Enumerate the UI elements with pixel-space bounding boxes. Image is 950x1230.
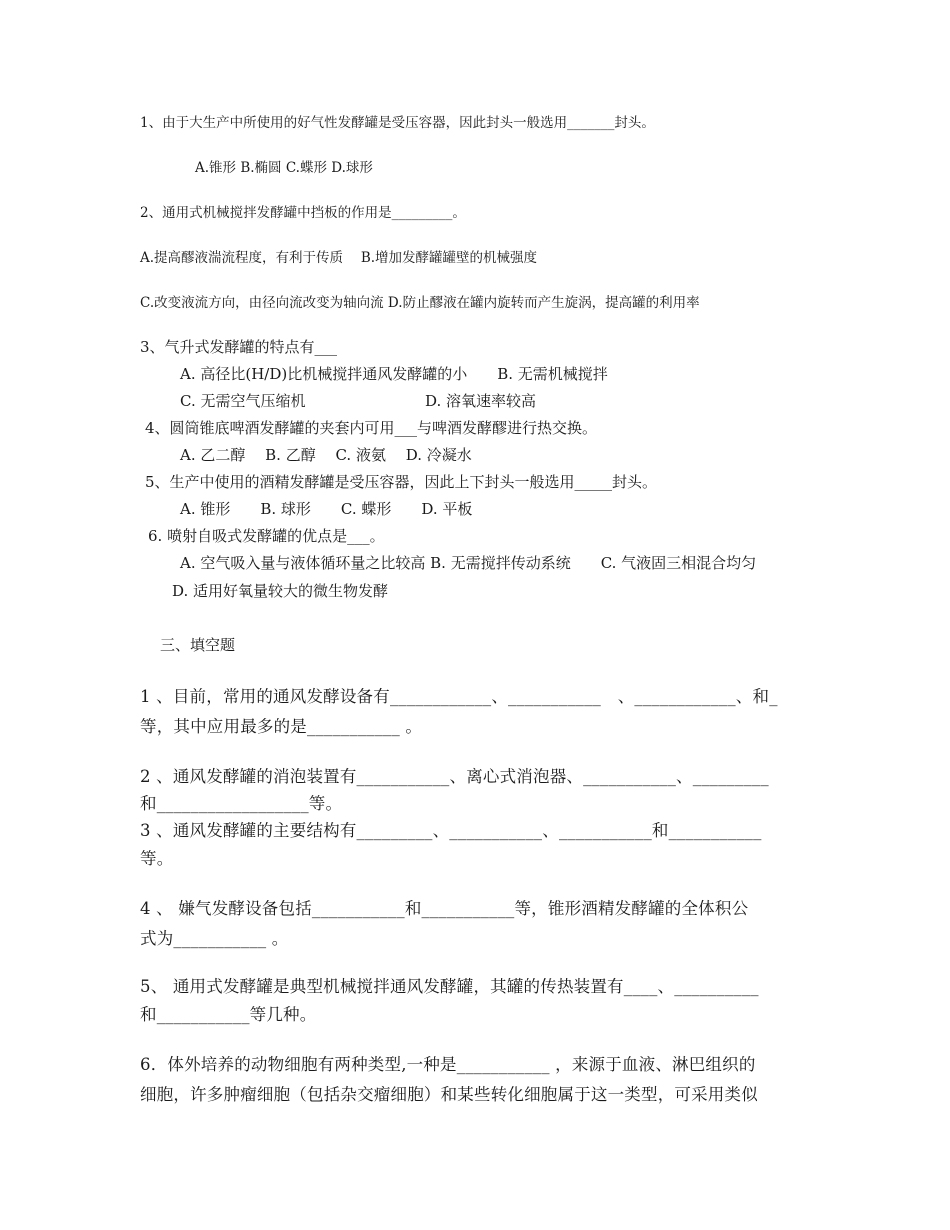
mc-question-6: 6. 喷射自吸式发酵罐的优点是___。 bbox=[148, 527, 385, 545]
mc-question-1-options: A.锥形 B.椭圆 C.蝶形 D.球形 bbox=[195, 160, 373, 176]
mc-question-5-options: A. 锥形 B. 球形 C. 蝶形 D. 平板 bbox=[180, 500, 473, 518]
fill-question-2-line-2: 和__________________等。 bbox=[140, 794, 343, 813]
section-heading-fill-in: 三、填空题 bbox=[160, 636, 236, 654]
mc-question-3-option-c: C. 无需空气压缩机 bbox=[180, 392, 306, 410]
mc-question-5: 5、生产中使用的酒精发酵罐是受压容器，因此上下封头一般选用_____封头。 bbox=[145, 473, 658, 491]
fill-question-5-line-2: 和___________等几种。 bbox=[140, 1005, 317, 1024]
mc-question-3-option-d: D. 溶氧速率较高 bbox=[425, 392, 537, 410]
mc-question-6-options-abc: A. 空气吸入量与液体循环量之比较高 B. 无需搅拌传动系统 C. 气液固三相混合均匀 bbox=[180, 554, 757, 572]
fill-question-3-line-1: 3 、通风发酵罐的主要结构有_________、___________、___________和___________ bbox=[140, 821, 762, 840]
mc-question-4-options: A. 乙二醇 B. 乙醇 C. 液氨 D. 冷凝水 bbox=[180, 446, 472, 464]
fill-question-1-line-1: 1 、目前，常用的通风发酵设备有____________、___________ 、____________、和_ bbox=[140, 687, 778, 706]
fill-question-1-line-2: 等，其中应用最多的是___________ 。 bbox=[140, 717, 423, 736]
fill-question-2-line-1: 2 、通风发酵罐的消泡装置有___________、离心式消泡器、___________、_________ bbox=[140, 767, 769, 786]
fill-question-5-line-1: 5、 通用式发酵罐是典型机械搅拌通风发酵罐，其罐的传热装置有____、__________ bbox=[140, 977, 759, 996]
fill-question-4-line-2: 式为___________ 。 bbox=[140, 929, 289, 948]
mc-question-6-option-d: D. 适用好氧量较大的微生物发酵 bbox=[172, 582, 389, 600]
mc-question-2-options-cd: C.改变液流方向，由径向流改变为轴向流 D.防止醪液在罐内旋转而产生旋涡，提高罐的利用率 bbox=[140, 295, 700, 311]
mc-question-3: 3、气升式发酵罐的特点有___ bbox=[140, 338, 338, 356]
fill-question-6-line-2: 细胞，许多肿瘤细胞（包括杂交瘤细胞）和某些转化细胞属于这一类型，可采用类似 bbox=[140, 1085, 758, 1104]
fill-question-6-line-1: 6．体外培养的动物细胞有两种类型,一种是___________ ，来源于血液、淋巴组织的 bbox=[140, 1055, 756, 1074]
mc-question-3-options-ab: A. 高径比(H/D)比机械搅拌通风发酵罐的小 B. 无需机械搅拌 bbox=[180, 365, 608, 383]
fill-question-4-line-1: 4 、 嫌气发酵设备包括___________和___________等，锥形酒精发酵罐的全体积公 bbox=[140, 899, 749, 918]
mc-question-1: 1、由于大生产中所使用的好气性发酵罐是受压容器，因此封头一般选用_______封头。 bbox=[140, 115, 655, 131]
mc-question-2-options-ab: A.提高醪液湍流程度，有利于传质 B.增加发酵罐罐壁的机械强度 bbox=[140, 250, 538, 266]
mc-question-4: 4、圆筒锥底啤酒发酵罐的夹套内可用___与啤酒发酵醪进行热交换。 bbox=[145, 419, 598, 437]
mc-question-2: 2、通用式机械搅拌发酵罐中挡板的作用是_________。 bbox=[140, 205, 466, 221]
fill-question-3-line-2: 等。 bbox=[140, 849, 174, 868]
